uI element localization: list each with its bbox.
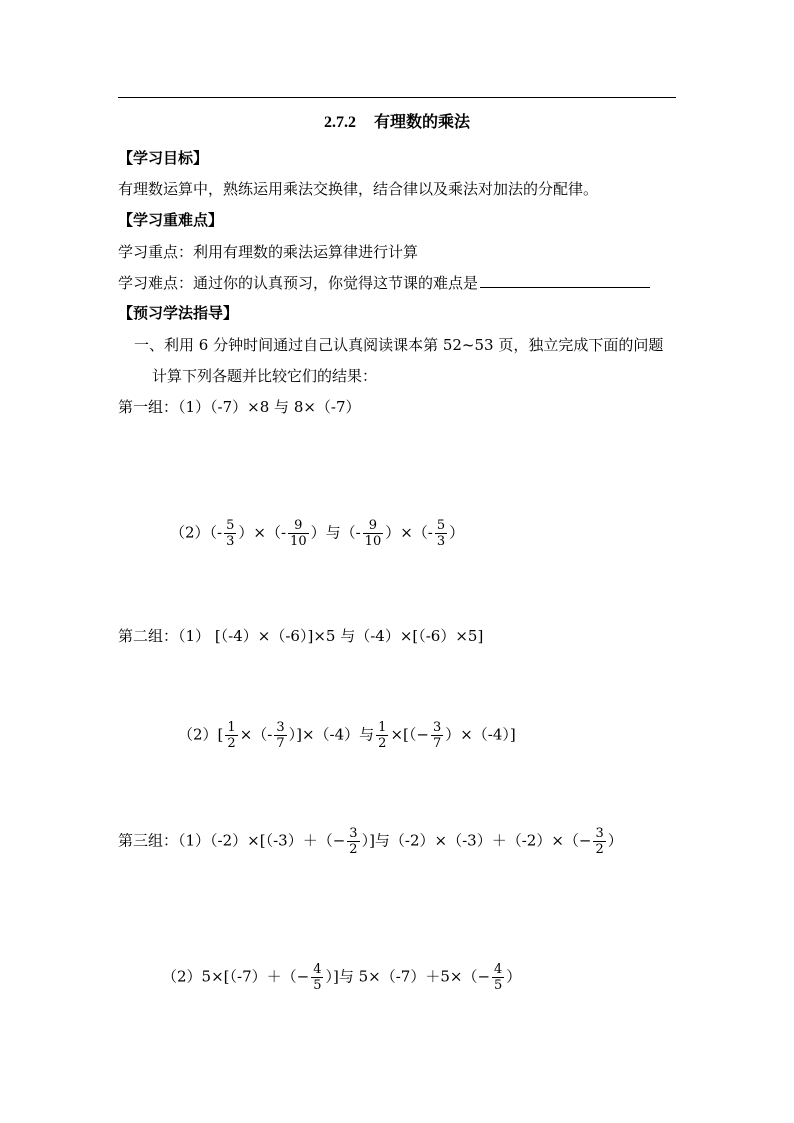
fraction: $\frac{5}{3}$ (226, 518, 235, 549)
fraction: $\frac{4}{5}$ (494, 962, 503, 993)
section-number: 2.7.2 (323, 114, 356, 131)
group1-q1-line (118, 397, 361, 417)
group1-q2: （2）（- $\frac{5}{3}$ ）×（- $\frac{9}{10}$ ）与（- $\frac{9}{10}$ ）×（- $\frac{5}{3}$ ） (170, 518, 465, 549)
fraction: $\frac{3}{7}$ (432, 720, 442, 751)
title-text: 有理数的乘法 (373, 114, 470, 131)
fraction: $\frac{4}{5}$ (313, 962, 322, 993)
fraction: $\frac{3}{7}$ (276, 720, 285, 751)
goal-text: 有理数运算中，熟练运用乘法交换律，结合律以及乘法对加法的分配律。 (118, 180, 599, 198)
fraction: $\frac{3}{2}$ (349, 826, 358, 857)
difficulty-text: 学习难点：通过你的认真预习，你觉得这节课的难点是 (118, 274, 479, 292)
fraction: $\frac{5}{3}$ (436, 518, 446, 549)
group2-q2: （2）[ $\frac{1}{2}$ ×（- $\frac{3}{7}$ ）]×（-4）与 $\frac{1}{2}$ ×[（− $\frac{3}{7}$ ）×（-4）] (178, 720, 516, 751)
group2-label: 第二组： (118, 627, 179, 645)
fraction: $\frac{1}{2}$ (227, 720, 236, 751)
fraction: $\frac{1}{2}$ (378, 720, 387, 751)
group3-label: 第三组： (118, 831, 179, 850)
group1-label: 第一组： (118, 398, 179, 416)
key-point: 学习重点：利用有理数的乘法运算律进行计算 (118, 243, 419, 261)
group2-q1: （1） [（-4）×（-6）]×5 与（-4）×[（-6）×5] (178, 627, 484, 645)
instruction-1: 一、利用 6 分钟时间通过自己认真阅读课本第 52~53 页，独立完成下面的问题 (134, 336, 664, 354)
page-title (0, 109, 794, 132)
guide-header: 【预习学法指导】 (118, 304, 239, 322)
group2-q1-line (118, 626, 483, 646)
fraction: $\frac{9}{10}$ (290, 518, 307, 549)
key-header: 【学习重难点】 (118, 211, 224, 229)
goal-header: 【学习目标】 (118, 149, 209, 167)
fraction: $\frac{3}{2}$ (595, 826, 604, 857)
difficulty-line (118, 273, 650, 293)
header-rule (118, 97, 676, 98)
group1-q1: （1）（-7）×8 与 8×（-7） (178, 398, 361, 416)
group3-q2: （2）5×[（-7）＋（− $\frac{4}{5}$ ）]与 5×（-7）＋5×（− $\frac{4}{5}$ ） (162, 962, 522, 993)
group3-q1: 第三组：（1）（-2）×[（-3）＋（− $\frac{3}{2}$ ）]与（-2）×（-3）＋（-2）×（− $\frac{3}{2}$ ） (118, 826, 623, 857)
fraction: $\frac{9}{10}$ (364, 518, 382, 549)
instruction-2: 计算下列各题并比较它们的结果： (152, 367, 378, 385)
answer-blank[interactable] (480, 273, 650, 288)
